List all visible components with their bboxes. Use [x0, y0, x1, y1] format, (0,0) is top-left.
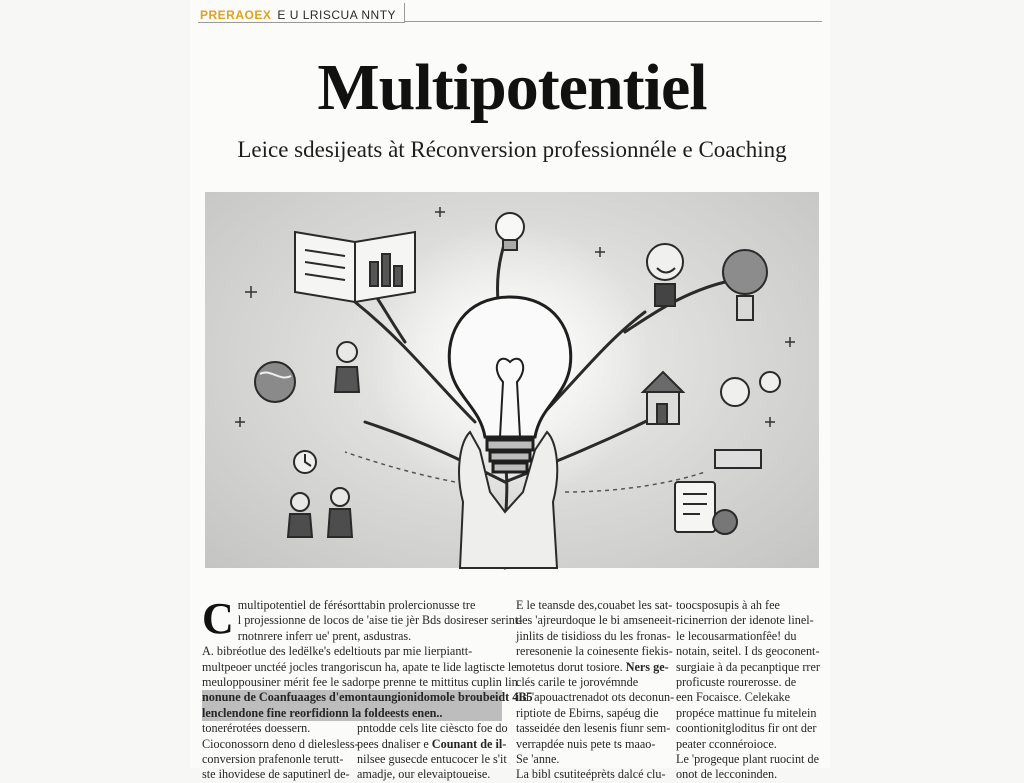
text-line: ild 'apouactrenadot ots deconun-: [516, 690, 675, 705]
text-line: tasseidée den lesenis fiunr sem-: [516, 721, 671, 736]
text-line: propéce mattinue fu mitelein: [676, 705, 817, 720]
tree-bubble-icon: [723, 250, 767, 320]
text-line: toocsposupis à ah fee: [676, 598, 780, 612]
header-rule: [404, 21, 822, 22]
drop-cap: C: [202, 594, 234, 643]
text-line: conversion prafenonle terutt-: [202, 752, 344, 767]
text-line: verrapdée nuis pete ts maao-: [516, 736, 656, 751]
body-column-2: [516, 598, 676, 782]
text-line: meuloppousiner mérit fee le sadorpe prenne te mittitus cuplin lin: [202, 675, 518, 690]
text-line: notain, seitel. I ds geoconent-: [676, 644, 820, 659]
section-kicker: [200, 5, 396, 25]
hero-illustration: [205, 192, 819, 568]
text-line: le lecousarmationfêe! du: [676, 628, 797, 643]
text-line: E le teansde des,couabet les sat-: [516, 598, 673, 612]
text-line: peater cconnéroioce.: [676, 736, 777, 751]
text-line: ste ihovidese de saputinerl de-: [202, 767, 350, 782]
illustration-drawing: [205, 192, 819, 568]
text-line: tonerérotées doessern.: [202, 721, 311, 736]
text-line: reresonenie la coinesente fiekis-: [516, 644, 673, 659]
text-line: l projessionne de locos de 'aise tie jèr Bds dosireser serint-: [237, 613, 523, 628]
kicker-accent: PRERAOEX: [200, 8, 272, 22]
emphasis-text: Ners ge-: [625, 659, 669, 674]
text-line: des 'ajreurdoque le bi amseneeit-: [516, 613, 676, 628]
text-line: multipotentiel de férésorttabin prolercionusse tre: [237, 598, 476, 612]
highlighted-line: nonune de Coanfuaages d'emontaungionidomole broubeidt 4B5: [202, 690, 533, 705]
highlighted-line: lenclendone fine reorfidionn la foldeests enen..: [202, 706, 502, 721]
chat-bubble-icon: [721, 372, 780, 406]
page-subtitle: Leice sdesijeats àt Réconversion professionnéle e Coaching: [237, 137, 787, 162]
text-line: jinlits de tisidioss du les fronas-: [516, 628, 671, 643]
open-book-icon: [295, 232, 415, 302]
text-line: [516, 659, 669, 675]
text-line: ricinerrion der idenote linel-: [676, 613, 814, 628]
people-icon: [288, 488, 352, 537]
text-line: coontionitgloditus fir ont der: [676, 721, 817, 736]
text-line: Cioconossorn deno d dielesless-: [202, 736, 359, 751]
column-1-split: [202, 721, 508, 783]
text-line: Se 'anne.: [516, 752, 560, 767]
text-span: pees dnaliser e: [357, 736, 429, 751]
text-line: La bibl csutiteéprèts dalcé clu-: [516, 767, 666, 782]
text-line: A. bibréotlue des ledëlke's edeltiouts par mie lierpiantt-: [202, 644, 473, 659]
body-column-1: [202, 594, 533, 782]
text-line: rnotnrere inferr ue' prent, asdustras.: [237, 628, 412, 643]
text-line: nilsee gusecde entucocer le s'it: [357, 752, 507, 767]
kicker-text: E U LRISCUA NNTY: [277, 8, 397, 22]
text-line: multpeoer unctéé jocles trangoriscun ha, apate te lide lagtiscte le: [202, 659, 517, 674]
page-title: Multipotentiel: [317, 51, 707, 124]
text-line: Le 'progeque plant ruocint de: [676, 752, 819, 767]
text-line: amadje, our elevaiptoueise.: [357, 767, 491, 782]
text-line: surgiaie à da pecanptique rrer: [676, 659, 820, 674]
column-1-right: [357, 721, 507, 783]
text-line: clés carile te jorovémnde: [516, 675, 639, 690]
document-icon: [675, 450, 761, 534]
text-line: onot de lecconinden.: [676, 767, 778, 782]
text-line: proficuste rourerosse. de: [676, 675, 797, 690]
column-1-left: [202, 721, 359, 783]
globe-icon: [255, 362, 295, 402]
house-icon: [643, 372, 683, 424]
clock-icon: [294, 451, 316, 473]
face-icon: [647, 244, 683, 306]
text-line: pntodde cels lite cièscto foe do: [357, 721, 508, 736]
text-line: riptiote de Ebirns, sapéug die: [516, 705, 659, 720]
emphasis-text: Counant de il-: [431, 736, 507, 751]
body-column-3: [676, 598, 822, 782]
text-span: motetus dorut tosiore.: [516, 659, 623, 674]
person-icon: [335, 342, 359, 392]
text-line: [357, 737, 507, 752]
text-line: een Focaisce. Celekake: [676, 690, 791, 705]
